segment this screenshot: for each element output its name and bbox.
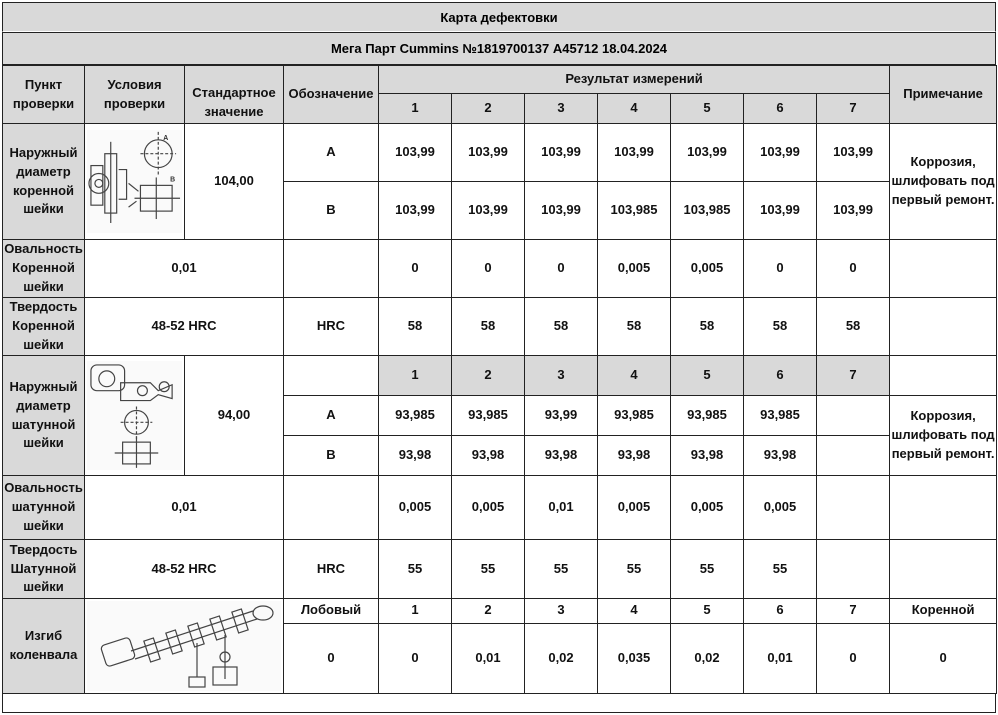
main-journal-diagram [85,124,185,240]
value-cell: 0,02 [671,623,744,693]
value-cell: 93,98 [379,436,452,476]
main-journal-diagram-icon [85,124,184,239]
value-cell: 55 [744,540,817,599]
main-diameter-label: Наружный диаметр коренной шейки [3,124,85,240]
value-cell: 58 [817,298,890,356]
value-cell: 103,99 [379,182,452,240]
header-col: 2 [452,94,525,124]
value-cell: 0 [452,240,525,298]
rod-col-header: 4 [598,356,671,396]
main-ovality-standard: 0,01 [85,240,284,298]
rod-col-header: 5 [671,356,744,396]
note-empty [890,476,997,540]
card-title: Карта дефектовки [2,2,996,32]
main-label: Коренной [890,599,997,624]
bend-col-header: 1 [379,599,452,624]
value-cell: 103,99 [817,124,890,182]
designation-hrc: HRC [284,540,379,599]
svg-text:A: A [163,134,169,142]
designation-hrc: HRC [284,298,379,356]
value-cell: 103,99 [817,182,890,240]
rod-ovality-standard: 0,01 [85,476,284,540]
value-cell: 0,01 [525,476,598,540]
value-cell: 0,005 [452,476,525,540]
value-cell: 58 [744,298,817,356]
card-subtitle: Мега Парт Cummins №1819700137 А45712 18.04.2024 [2,32,996,65]
value-cell: 103,99 [525,182,598,240]
bend-col-header: 2 [452,599,525,624]
value-cell [817,396,890,436]
value-cell: 0,01 [452,623,525,693]
rod-hardness-label: Твердость Шатунной шейки [3,540,85,599]
crankshaft-diagram [85,599,284,694]
header-col: 1 [379,94,452,124]
value-cell: 103,99 [671,124,744,182]
value-cell: 58 [671,298,744,356]
value-cell: 93,985 [598,396,671,436]
value-cell: 0 [744,240,817,298]
header-designation: Обозначение [284,66,379,124]
front-label: Лобовый [284,599,379,624]
header-col: 3 [525,94,598,124]
value-cell: 0 [525,240,598,298]
rod-diameter-standard: 94,00 [185,356,284,476]
value-cell: 55 [452,540,525,599]
header-col: 5 [671,94,744,124]
value-cell: 93,98 [744,436,817,476]
value-cell: 0,005 [379,476,452,540]
value-cell: 0,005 [744,476,817,540]
header-note: Примечание [890,66,997,124]
value-cell [817,540,890,599]
defect-table [2,65,997,694]
rod-hardness-standard: 48-52 HRC [85,540,284,599]
value-cell: 93,985 [452,396,525,436]
rod-col-header: 6 [744,356,817,396]
bend-col-header: 3 [525,599,598,624]
value-cell: 0,005 [598,476,671,540]
value-cell: 93,985 [379,396,452,436]
designation-a: A [284,124,379,182]
main-hardness-label: Твердость Коренной шейки [3,298,85,356]
bend-col-header: 7 [817,599,890,624]
crankshaft-diagram-icon [85,599,283,693]
rod-col-header: 1 [379,356,452,396]
value-cell: 103,99 [452,182,525,240]
value-cell: 103,985 [671,182,744,240]
header-standard: Стандартное значение [185,66,284,124]
main-ovality-label: Овальность Коренной шейки [3,240,85,298]
value-cell: 58 [379,298,452,356]
value-cell: 58 [452,298,525,356]
note-empty [890,240,997,298]
value-cell: 103,99 [598,124,671,182]
header-col: 7 [817,94,890,124]
main-hardness-standard: 48-52 HRC [85,298,284,356]
rod-col-header: 2 [452,356,525,396]
header-conditions: Условия проверки [85,66,185,124]
value-cell: 103,99 [744,182,817,240]
value-cell [817,476,890,540]
value-cell: 93,98 [598,436,671,476]
designation-empty [284,476,379,540]
bend-col-header: 4 [598,599,671,624]
value-cell: 55 [671,540,744,599]
value-cell: 0,005 [598,240,671,298]
rod-diameter-label: Наружный диаметр шатунной шейки [3,356,85,476]
value-cell: 0 [817,623,890,693]
rod-col-header: 3 [525,356,598,396]
designation-b: B [284,436,379,476]
value-cell: 55 [525,540,598,599]
value-cell: 0,035 [598,623,671,693]
main-diameter-standard: 104,00 [185,124,284,240]
header-result: Результат измерений [379,66,890,94]
note-empty [890,298,997,356]
rod-journal-diagram-icon [85,357,184,474]
designation-b: B [284,182,379,240]
value-cell: 93,99 [525,396,598,436]
rod-diameter-note: Коррозия, шлифовать под первый ремонт. [890,396,997,476]
designation-empty [284,356,379,396]
value-cell: 0 [817,240,890,298]
header-point: Пункт проверки [3,66,85,124]
value-cell: 0 [379,623,452,693]
note-empty [890,540,997,599]
designation-empty [284,240,379,298]
value-cell: 103,99 [525,124,598,182]
note-empty [890,356,997,396]
rod-journal-diagram [85,356,185,476]
value-cell: 55 [598,540,671,599]
value-cell: 93,98 [452,436,525,476]
svg-text:B: B [170,176,176,184]
front-value: 0 [284,623,379,693]
value-cell: 103,99 [452,124,525,182]
value-cell: 0,005 [671,476,744,540]
rod-col-header: 7 [817,356,890,396]
value-cell: 58 [598,298,671,356]
value-cell: 93,98 [671,436,744,476]
value-cell: 103,985 [598,182,671,240]
main-diameter-note: Коррозия, шлифовать под первый ремонт. [890,124,997,240]
value-cell: 93,98 [525,436,598,476]
value-cell [817,436,890,476]
value-cell: 103,99 [379,124,452,182]
value-cell: 0,01 [744,623,817,693]
value-cell: 0,005 [671,240,744,298]
value-cell: 93,985 [744,396,817,436]
value-cell: 0 [379,240,452,298]
bend-col-header: 5 [671,599,744,624]
header-col: 4 [598,94,671,124]
main-value: 0 [890,623,997,693]
crank-bend-label: Изгиб коленвала [3,599,85,694]
value-cell: 0,02 [525,623,598,693]
bend-col-header: 6 [744,599,817,624]
header-col: 6 [744,94,817,124]
rod-ovality-label: Овальность шатунной шейки [3,476,85,540]
designation-a: A [284,396,379,436]
value-cell: 55 [379,540,452,599]
bottom-empty-row [2,693,996,713]
value-cell: 93,985 [671,396,744,436]
value-cell: 58 [525,298,598,356]
value-cell: 103,99 [744,124,817,182]
